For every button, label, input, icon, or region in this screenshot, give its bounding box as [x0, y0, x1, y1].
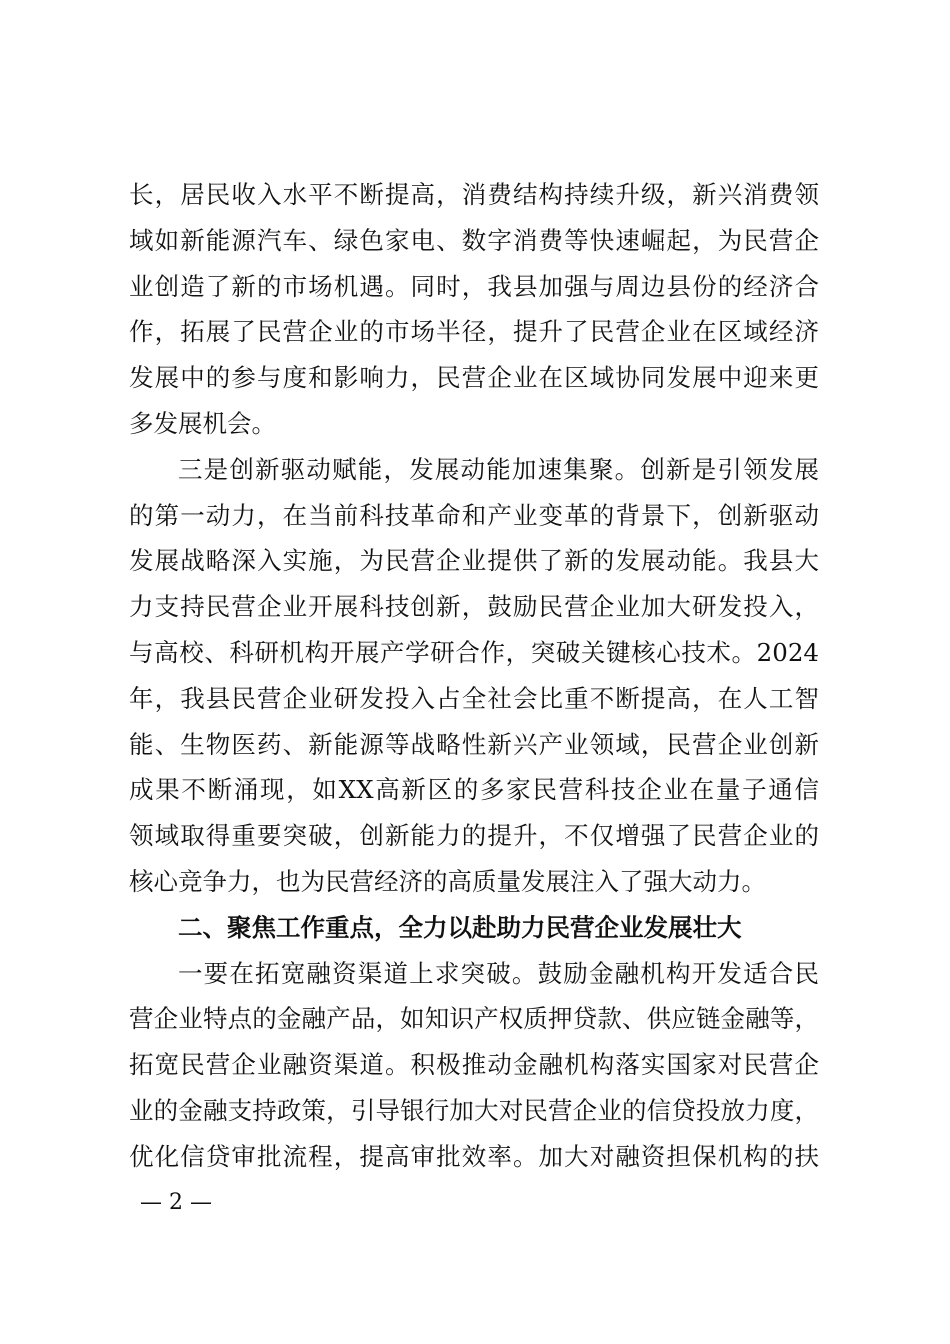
paragraph-line: 年，我县民营企业研发投入占全社会比重不断提高，在人工智	[129, 684, 819, 713]
paragraph-line: 一要在拓宽融资渠道上求突破。鼓励金融机构开发适合民	[178, 959, 819, 988]
paragraph-line: 核心竞争力，也为民营经济的高质量发展注入了强大动力。	[129, 867, 766, 896]
paragraph-line: 优化信贷审批流程，提高审批效率。加大对融资担保机构的扶	[129, 1142, 819, 1171]
paragraph-line: 发展战略深入实施，为民营企业提供了新的发展动能。我县大	[129, 546, 819, 575]
paragraph-line: 发展中的参与度和影响力，民营企业在区域协同发展中迎来更	[129, 363, 819, 392]
paragraph-line: 长，居民收入水平不断提高，消费结构持续升级，新兴消费领	[129, 180, 819, 209]
paragraph-line: 多发展机会。	[129, 409, 276, 438]
paragraph-line: 营企业特点的金融产品，如知识产权质押贷款、供应链金融等，	[129, 1004, 819, 1033]
paragraph-line: 能、生物医药、新能源等战略性新兴产业领域，民营企业创新	[129, 730, 819, 759]
paragraph-line: 与高校、科研机构开展产学研合作，突破关键核心技术。2024	[129, 638, 819, 667]
paragraph-line: 业创造了新的市场机遇。同时，我县加强与周边县份的经济合	[129, 272, 819, 301]
paragraph-line: 拓宽民营企业融资渠道。积极推动金融机构落实国家对民营企	[129, 1050, 819, 1079]
paragraph-line: 作，拓展了民营企业的市场半径，提升了民营企业在区域经济	[129, 317, 819, 346]
paragraph-line: 成果不断涌现，如XX高新区的多家民营科技企业在量子通信	[129, 775, 819, 804]
paragraph-line: 三是创新驱动赋能，发展动能加速集聚。创新是引领发展	[178, 455, 819, 484]
paragraph-line: 域如新能源汽车、绿色家电、数字消费等快速崛起，为民营企	[129, 226, 819, 255]
section-heading: 二、聚焦工作重点，全力以赴助力民营企业发展壮大	[178, 913, 742, 942]
paragraph-line: 力支持民营企业开展科技创新，鼓励民营企业加大研发投入，	[129, 592, 819, 621]
paragraph-line: 的第一动力，在当前科技革命和产业变革的背景下，创新驱动	[129, 501, 819, 530]
page-number: — 2 —	[140, 1190, 212, 1215]
paragraph-line: 业的金融支持政策，引导银行加大对民营企业的信贷投放力度，	[129, 1096, 819, 1125]
paragraph-line: 领域取得重要突破，创新能力的提升，不仅增强了民营企业的	[129, 821, 819, 850]
